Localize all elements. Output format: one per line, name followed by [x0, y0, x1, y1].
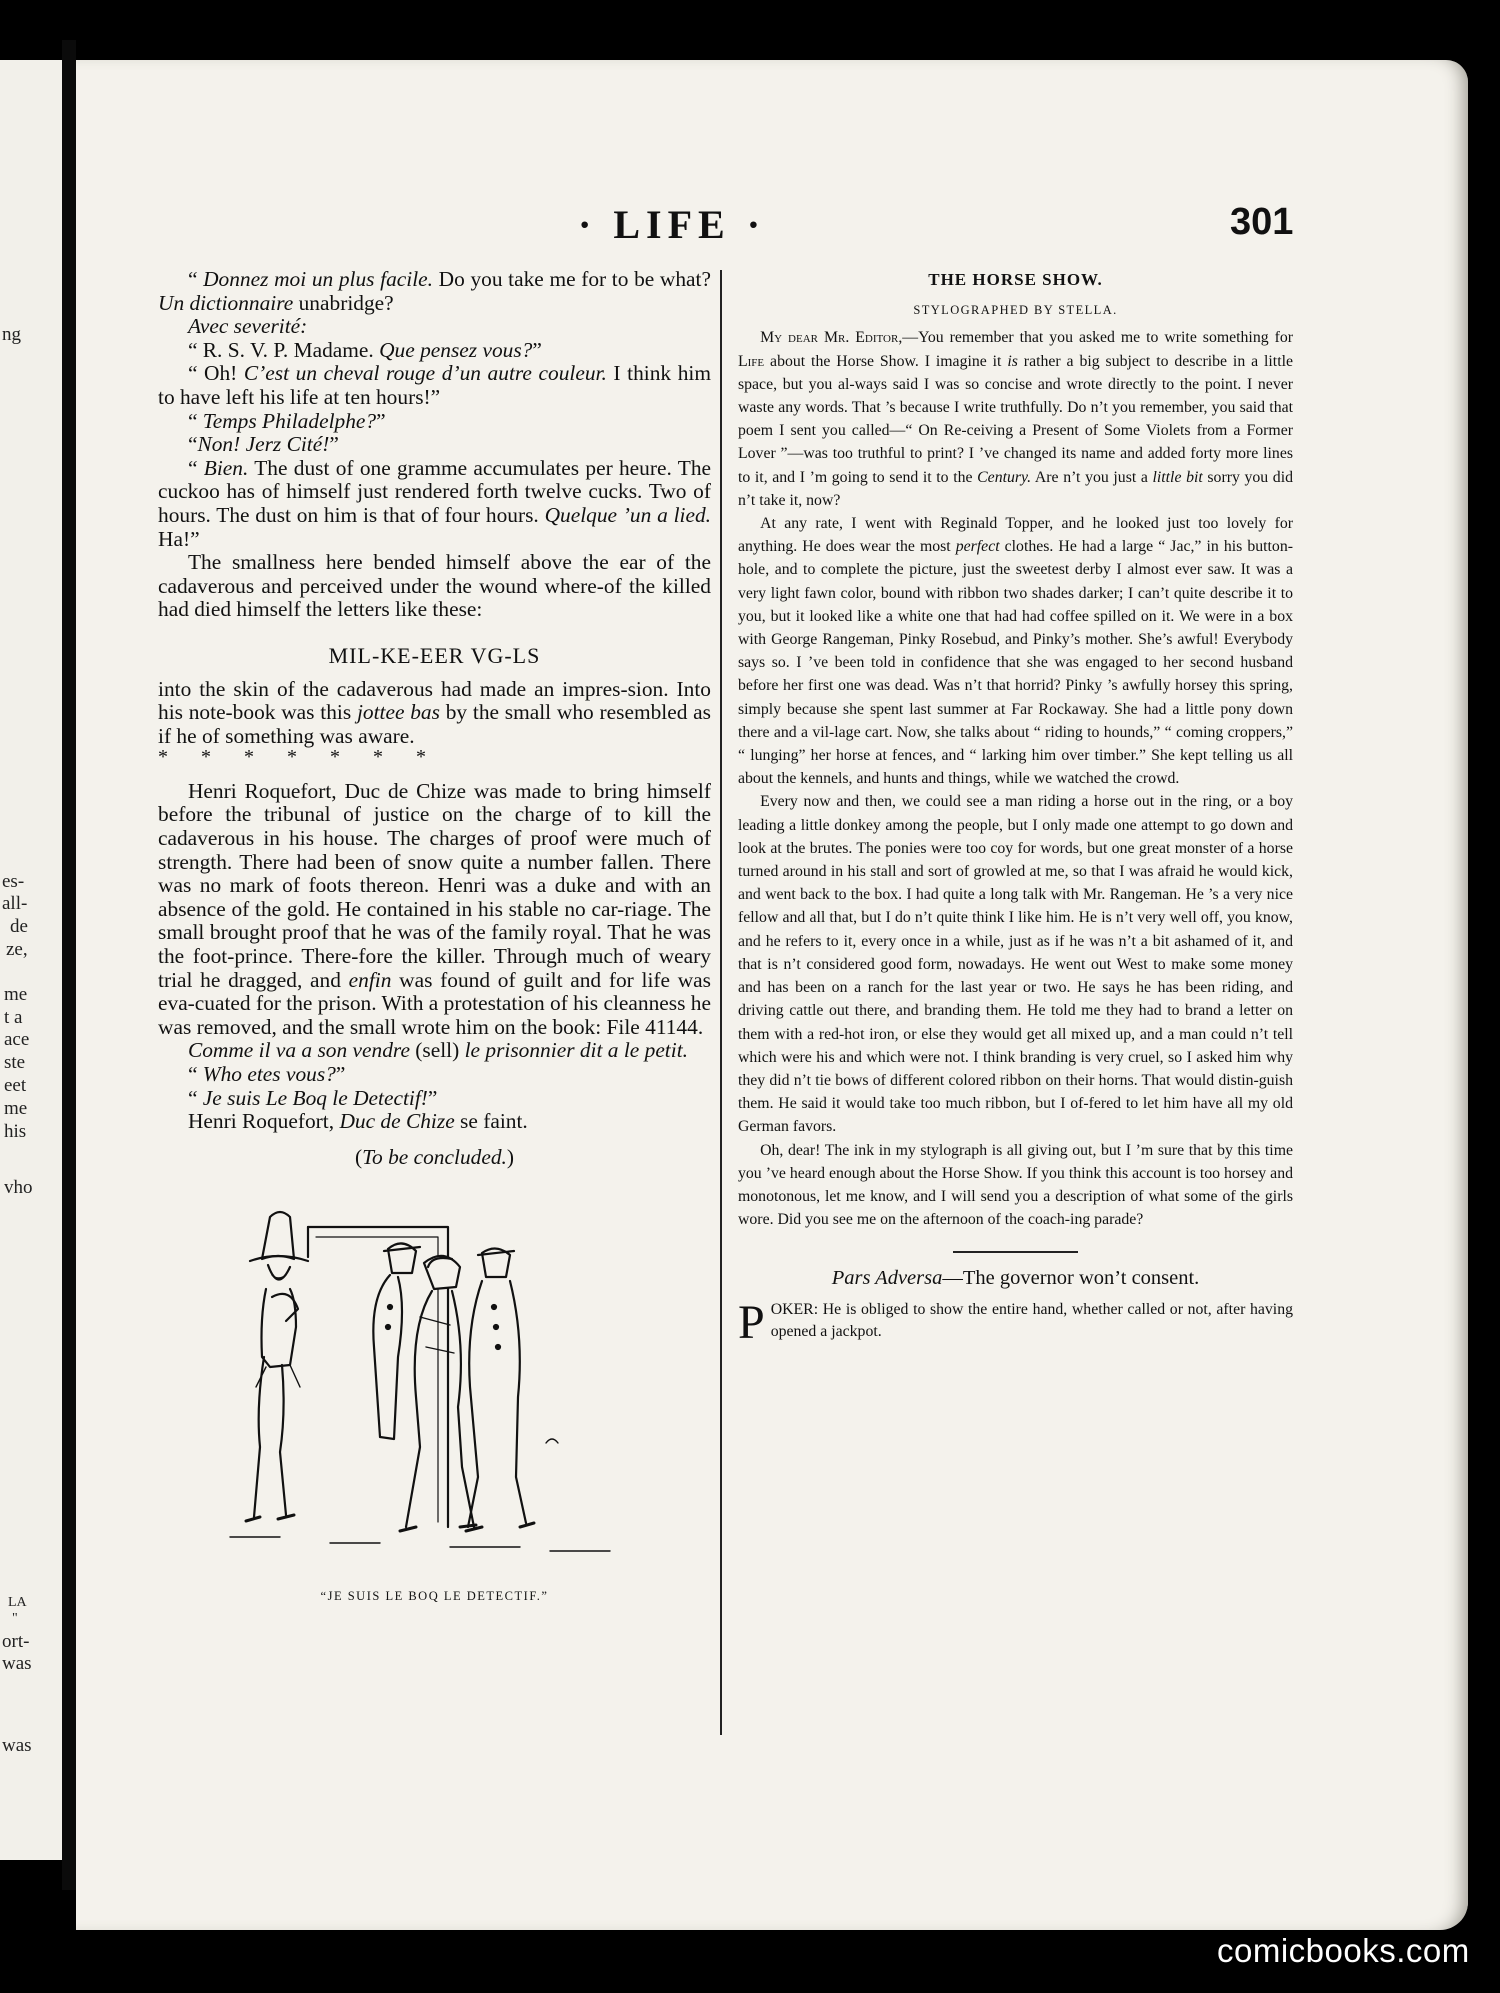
facing-page-fragment: me — [4, 1098, 28, 1119]
right-column-article — [738, 268, 1293, 1349]
to-be-concluded: (To be concluded.) — [354, 1144, 514, 1169]
watermark: comicbooks.com — [1217, 1932, 1470, 1969]
paragraph: Henri Roquefort, Duc de Chize was made to bring himself before the tribunal of justice on the charge of to kill the cadaverous in his house. The charges of proof were much of strength. There had been of snow quite a number fallen. There was no mark of foots thereon. Henri was a duke and with an absence of the gold. He contained in his stable no car-riage. The small brought proof that he was of the family royal. That he was the foot-prince. There-fore the killer. Through much of weary trial he dragged, and enfin was found of guilt and for life was eva-cuated for the prison. With a protestation of his cleanness he was removed, and the small wrote him on the book: File 41144. — [158, 778, 712, 1039]
paragraph: “Non! Jerz Cité!” — [187, 432, 339, 457]
facing-page-fragment: ace — [4, 1029, 30, 1050]
paragraph: Comme il va a son vendre (sell) le prisonnier dit a le petit. — [187, 1038, 688, 1063]
pars-adversa-joke: Pars Adversa—The governor won’t consent. — [831, 1267, 1200, 1290]
paragraph: Every now and then, we could see a man riding a horse out in the ring, or a boy leading a little donkey among the people, but I only made one attempt to go down and look at the brutes. The ponies were too coy for words, but one great monster of a horse turned around in his stall and sort of growled at me, so that I was afraid he would kick, and went back to the box. I had quite a long talk with Mr. Rangeman. He ’s a very nice fellow and all that, but I do n’t quite think I like him. He is n’t very well off, you know, and he refers to it, every once in a while, just as if he was n’t a bit ashamed of it, and that is n’t considered good form, nowadays. He went out West to make some money and has been on a ranch for the last year or two. He says he has been riding, and driving cattle out there, and branding them. He told me they had to brand a letter on them with a red-hot iron, or else they would get all mixed up, and a man could n’t tell which were his and which were not. I think branding is very cruel, so I asked him why they did n’t tie bows of different colored ribbon on their horns. That would distin-guish them. He said it would take too much ribbon, but I of-fered to let him have all my old German favors. — [738, 793, 1293, 1136]
section-rule — [953, 1251, 1078, 1253]
asterism-divider: * * * * * * * — [158, 746, 426, 769]
facing-page-fragment: was — [2, 1653, 32, 1674]
paragraph: My dear Mr. Editor,—You remember that you asked me to write something for Life about the Horse Show. I imagine it is rather a big subject to describe in a little space, but you al-ways said I was so concise and wrote directly to the point. I never waste any words. That ’s because I write truthfully. Do n’t you remember, you said that poem I sent you called—“ On Re-ceiving a Present of Some Violets from a Former Lover ”—was too truthful to print? I ’ve changed its name and added forty more lines to it, and I ’m going to send it to the Century. Are n’t you just a little bit sorry you did n’t take it, now? — [738, 329, 1293, 509]
paragraph: Avec severité: — [187, 314, 308, 339]
facing-page-fragment: t a — [4, 1007, 23, 1028]
paragraph: into the skin of the cadaverous had made an impres-sion. Into his note-book was this jottee bas by the small who resembled as if he of something was aware. — [158, 676, 711, 748]
drop-cap: P — [738, 1295, 765, 1349]
facing-page-fragment: ort- — [2, 1631, 30, 1652]
facing-page-edge — [0, 60, 62, 1860]
masthead-title: · LIFE · — [578, 202, 767, 247]
paragraph: “ R. S. V. P. Madame. Que pensez vous?” — [187, 337, 542, 362]
facing-page-fragment: vho — [4, 1177, 33, 1198]
column-divider — [720, 270, 722, 1735]
facing-page-fragment: de — [10, 916, 28, 937]
facing-page-fragment: all- — [2, 893, 28, 914]
facing-page-fragment: " — [12, 1611, 18, 1626]
paragraph: “ Temps Philadelphe?” — [187, 408, 386, 433]
facing-page-fragment: ste — [4, 1052, 26, 1073]
poker-joke: POKER: He is obliged to show the entire hand, whether called or not, after having opened a jackpot. — [738, 1295, 1293, 1349]
page-number: 301 — [1230, 201, 1294, 243]
paragraph: “ Who etes vous?” — [187, 1062, 346, 1086]
paragraph: “ Bien. The dust of one gramme accumulates per heure. The cuckoo has of himself just rendered forth twelve cucks. Two of hours. The dust on him is that of four hours. Quelque ’un a lied. Ha!” — [158, 455, 712, 551]
paragraph: “ Donnez moi un plus facile. Do you take me for to be what? Un dictionnaire unabridge? — [158, 267, 711, 315]
carved-letters: MIL-KE-EER VG-LS — [328, 642, 541, 668]
paragraph: Oh, dear! The ink in my stylograph is all giving out, but I ’m sure that by this time you ’ve heard enough about the Horse Show. If you think this account is too horsey and monotonous, let me know, and I will send you a description of what some of the girls wore. Did you see me on the afternoon of the coach-ing parade? — [738, 1141, 1293, 1229]
paragraph: “ Oh! C’est un cheval rouge d’un autre couleur. I think him to have left his life at ten hours!” — [158, 361, 711, 409]
facing-page-fragment: eet — [4, 1075, 27, 1096]
left-column-story — [158, 268, 711, 1609]
paragraph: Henri Roquefort, Duc de Chize se faint. — [187, 1109, 528, 1134]
facing-page-fragment: was — [2, 1735, 32, 1756]
detective-illustration — [220, 1197, 650, 1567]
article-byline: STYLOGRAPHED BY STELLA. — [913, 303, 1118, 318]
facing-page-fragment: me — [4, 984, 28, 1005]
facing-page-fragment: ze, — [6, 939, 28, 960]
paragraph: The smallness here bended himself above the ear of the cadaverous and perceived under the wound where-of the killed had died himself the letters like these: — [158, 550, 711, 622]
illustration-caption: “JE SUIS LE BOQ LE DETECTIF.” — [320, 1589, 549, 1604]
facing-page-fragment: ng — [2, 324, 21, 345]
book-spine-gutter — [62, 40, 76, 1890]
paragraph: “ Je suis Le Boq le Detectif!” — [187, 1085, 438, 1110]
facing-page-fragment: his — [4, 1121, 27, 1142]
paragraph: At any rate, I went with Reginald Topper, and he looked just too lovely for anything. He does wear the most perfect clothes. He had a large “ Jac,” in his button-hole, and to complete the picture, just the sweetest derby I almost ever saw. It was a very light fawn color, bound with ribbon two shades darker; I can’t quite describe it to you, but it looked like a white one that had had coffee spilled on it. We were in a box with George Rangeman, Pinky Rosebud, and Pinky’s mother. She’s awful! Everybody says so. I ’ve been told in confidence that she was engaged to her second husband before her first one was dead. Was n’t that horrid? Pinky ’s awfully horsey this spring, simply because she spent last summer at Far Rockaway. She had a little pony down there and a vil-lage cart. Now, she talks about “ riding to hounds,” “ coming croppers,” “ lunging” her horse at fences, and “ larking him over timber.” She kept telling us all about the kennels, and hunts and things, while we watched the crowd. — [738, 515, 1293, 788]
article-title: THE HORSE SHOW. — [928, 270, 1103, 289]
facing-page-fragment: es- — [2, 871, 25, 892]
facing-page-fragment: LA — [8, 1595, 27, 1610]
